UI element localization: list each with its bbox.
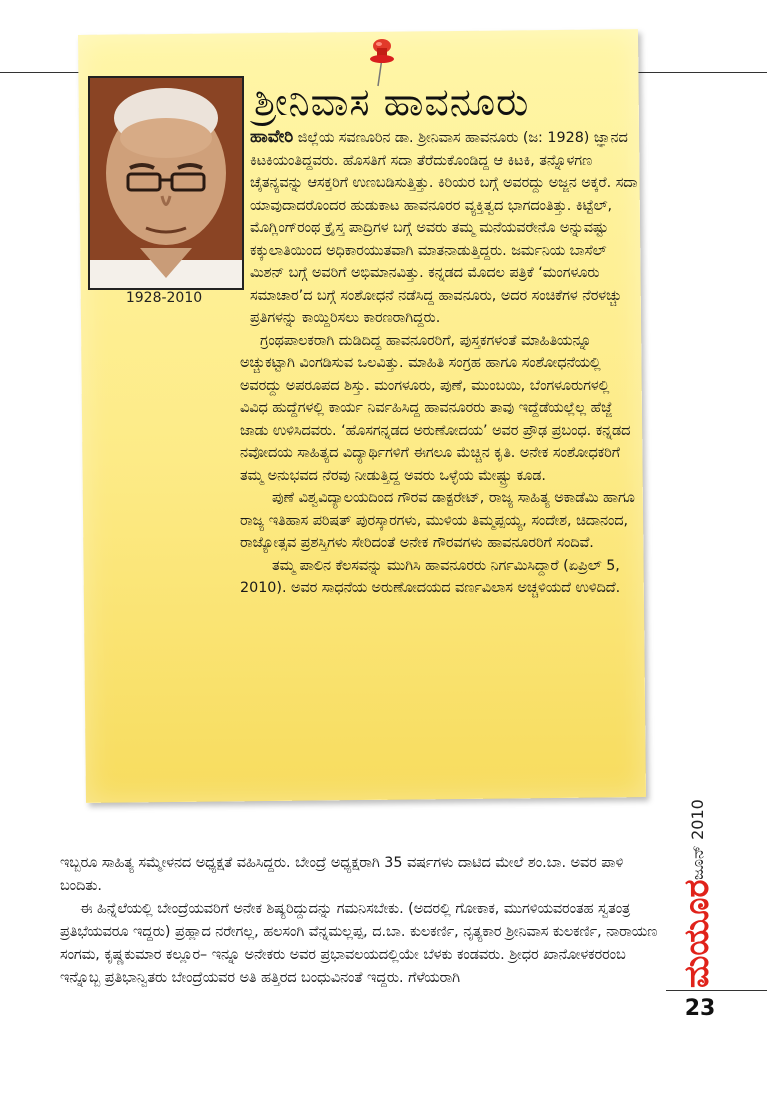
main-body-text (60, 852, 658, 990)
photo-caption: 1928-2010 (125, 290, 203, 306)
page-number-rule (666, 990, 767, 991)
magazine-name: ಮಯೂರ (677, 879, 717, 988)
bio-paragraph: ತಮ್ಮ ಪಾಲಿನ ಕೆಲಸವನ್ನು ಮುಗಿಸಿ ಹಾವನೂರರು ನಿರ್ಗಮಿಸಿದ್ದಾರೆ (ಏಪ್ರಿಲ್ 5, 2010). ಅವರ ಸಾಧನೆಯ ಅರುಣೋದಯದ ವರ್ಣವಿಲಾಸ ಅಚ್ಚಳಿಯದೆ ಉಳಿದಿದೆ. (240, 557, 621, 596)
bio-paragraph: ಹಾವೇರಿ ಜಿಲ್ಲೆಯ ಸವಣೂರಿನ ಡಾ. ಶ್ರೀನಿವಾಸ ಹಾವನೂರು (ಜ: 1928) ಜ್ಞಾನದ ಕಿಟಕಿಯಂತಿದ್ದವರು. ಹೊಸತಿಗೆ ಸದಾ ತೆರೆದುಕೊಂಡಿದ್ದ ಆ ಕಿಟಕಿ, ತನ್ನೊಳಗಣ ಚೈತನ್ಯವನ್ನು ಆಸಕ್ತರಿಗೆ ಉಣಬಡಿಸುತ್ತಿತ್ತು. ಕಿರಿಯರ ಬಗ್ಗೆ ಅವರದ್ದು ಅಜ್ಜನ ಅಕ್ಕರೆ. ಸದಾ ಯಾವುದಾದರೊಂದರ ಹುಡುಕಾಟ ಹಾವನೂರರ ವ್ಯಕ್ತಿತ್ವದ ಭಾಗದಂತಿತ್ತು. ಕಿಟ್ಟೆಲ್, ಮೊಗ್ಲಿಂಗ್‌ರಂಥ ಕ್ರೈಸ್ತ ಪಾದ್ರಿಗಳ ಬಗ್ಗೆ ಅವರು ತಮ್ಮ ಮನೆಯವರೇನೊ ಅನ್ನುವಷ್ಟು ಕಕ್ಕುಲಾತಿಯಿಂದ ಅಧಿಕಾರಯುತವಾಗಿ ಮಾತನಾಡುತ್ತಿದ್ದರು. ಜರ್ಮನಿಯ ಬಾಸೆಲ್ ಮಿಶನ್ ಬಗ್ಗೆ ಅವರಿಗೆ ಅಭಿಮಾನವಿತ್ತು. ಕನ್ನಡದ ಮೊದಲ ಪತ್ರಿಕೆ ‘ಮಂಗಳೂರು ಸಮಾಚಾರ’ದ ಬಗ್ಗೆ ಸಂಶೋಧನೆ ನಡೆಸಿದ್ದ ಹಾವನೂರು, ಅದರ ಸಂಚಿಕೆಗಳ ನೆರಳಚ್ಚು ಪ್ರತಿಗಳನ್ನು ಕಾಯ್ದಿರಿಸಲು ಕಾರಣರಾಗಿದ್ದರು. (250, 127, 638, 326)
bio-paragraph: ಗ್ರಂಥಪಾಲಕರಾಗಿ ದುಡಿದಿದ್ದ ಹಾವನೂರರಿಗೆ, ಪುಸ್ತಕಗಳಂತೆ ಮಾಹಿತಿಯನ್ನೂ ಅಚ್ಚುಕಟ್ಟಾಗಿ ವಿಂಗಡಿಸುವ ಒಲವಿತ್ತು. ಮಾಹಿತಿ ಸಂಗ್ರಹ ಹಾಗೂ ಸಂಶೋಧನೆಯಲ್ಲಿ ಅವರದ್ದು ಅಪರೂಪದ ಶಿಸ್ತು. ಮಂಗಳೂರು, ಪುಣೆ, ಮುಂಬಯಿ, ಬೆಂಗಳೂರುಗಳಲ್ಲಿ ವಿವಿಧ ಹುದ್ದೆಗಳಲ್ಲಿ ಕಾರ್ಯ ನಿರ್ವಹಿಸಿದ್ದ ಹಾವನೂರರು ತಾವು ಇದ್ದೆಡೆಯಲ್ಲೆಲ್ಲ ಹೆಜ್ಜೆ ಜಾಡು ಉಳಿಸಿದವರು. ‘ಹೊಸಗನ್ನಡದ ಅರುಣೋದಯ’ ಅವರ ಪ್ರೌಢ ಪ್ರಬಂಧ. ಕನ್ನಡದ ನವೋದಯ ಸಾಹಿತ್ಯದ ವಿದ್ಯಾರ್ಥಿಗಳಿಗೆ ಈಗಲೂ ಮೆಚ್ಚಿನ ಕೃತಿ. ಅನೇಕ ಸಂಶೋಧಕರಿಗೆ ತಮ್ಮ ಅನುಭವದ ನೆರವು ನೀಡುತ್ತಿದ್ದ ಅವರು ಒಳ್ಳೆಯ ಮೇಷ್ಟ್ರು ಕೂಡ. (240, 332, 631, 484)
body-paragraph: ಇಬ್ಬರೂ ಸಾಹಿತ್ಯ ಸಮ್ಮೇಳನದ ಅಧ್ಯಕ್ಷತೆ ವಹಿಸಿದ್ದರು. ಬೇಂದ್ರೆ ಅಧ್ಯಕ್ಷರಾಗಿ 35 ವರ್ಷಗಳು ದಾಟಿದ ಮೇಲೆ ಶಂ.ಬಾ. ಅವರ ಪಾಳಿ ಬಂದಿತು. (60, 855, 624, 894)
bio-text (240, 126, 642, 600)
bio-paragraph: ಪುಣೆ ವಿಶ್ವವಿದ್ಯಾಲಯದಿಂದ ಗೌರವ ಡಾಕ್ಟರೇಟ್, ರಾಜ್ಯ ಸಾಹಿತ್ಯ ಅಕಾಡೆಮಿ ಹಾಗೂ ರಾಜ್ಯ ಇತಿಹಾಸ ಪರಿಷತ್ ಪುರಸ್ಕಾರಗಳು, ಮುಳಿಯ ತಿಮ್ಮಪ್ಪಯ್ಯ, ಸಂದೇಶ, ಚಿದಾನಂದ, ರಾಜ್ಯೋತ್ಸವ ಪ್ರಶಸ್ತಿಗಳು ಸೇರಿದಂತೆ ಅನೇಕ ಗೌರವಗಳು ಹಾವನೂರರಿಗೆ ಸಂದಿವೆ. (240, 490, 635, 551)
article-title: ಶ್ರೀನಿವಾಸ ಹಾವನೂರು (254, 80, 530, 124)
issue-date: ಜೂನ್ 2010 (688, 799, 707, 880)
portrait-photo (88, 76, 244, 290)
body-paragraph: ಈ ಹಿನ್ನೆಲೆಯಲ್ಲಿ ಬೇಂದ್ರೆಯವರಿಗೆ ಅನೇಕ ಶಿಷ್ಯರಿದ್ದುದನ್ನು ಗಮನಿಸಬೇಕು. (ಅದರಲ್ಲಿ ಗೋಕಾಕ, ಮುಗಳಿಯವರಂತಹ ಸ್ವತಂತ್ರ ಪ್ರತಿಭೆಯವರೂ ಇದ್ದರು) ಪ್ರಹ್ಲಾದ ನರೇಗಲ್ಲ, ಹಲಸಂಗಿ ವೆನ್ನಮಲ್ಲಪ್ಪ, ದ.ಬಾ. ಕುಲಕರ್ಣಿ, ನೃತ್ಯಕಾರ ಶ್ರೀನಿವಾಸ ಕುಲಕರ್ಣಿ, ನಾರಾಯಣ ಸಂಗಮ, ಕೃಷ್ಣಕುಮಾರ ಕಲ್ಲೂರ– ಇನ್ನೂ ಅನೇಕರು ಅವರ ಪ್ರಭಾವಲಯದಲ್ಲಿಯೇ ಬೆಳಕು ಕಂಡವರು. ಶ್ರೀಧರ ಖಾನೋಳಕರರಂಬ ಇನ್ನೊಬ್ಬ ಪ್ರತಿಭಾನ್ವಿತರು ಬೇಂದ್ರೆಯವರ ಅತಿ ಹತ್ತಿರದ ಬಂಧುವಿನಂತೆ ಇದ್ದರು. ಗೆಳೆಯರಾಗಿ (60, 901, 658, 986)
page-number: 23 (684, 996, 716, 1021)
lead-word: ಹಾವೇರಿ (250, 127, 294, 147)
